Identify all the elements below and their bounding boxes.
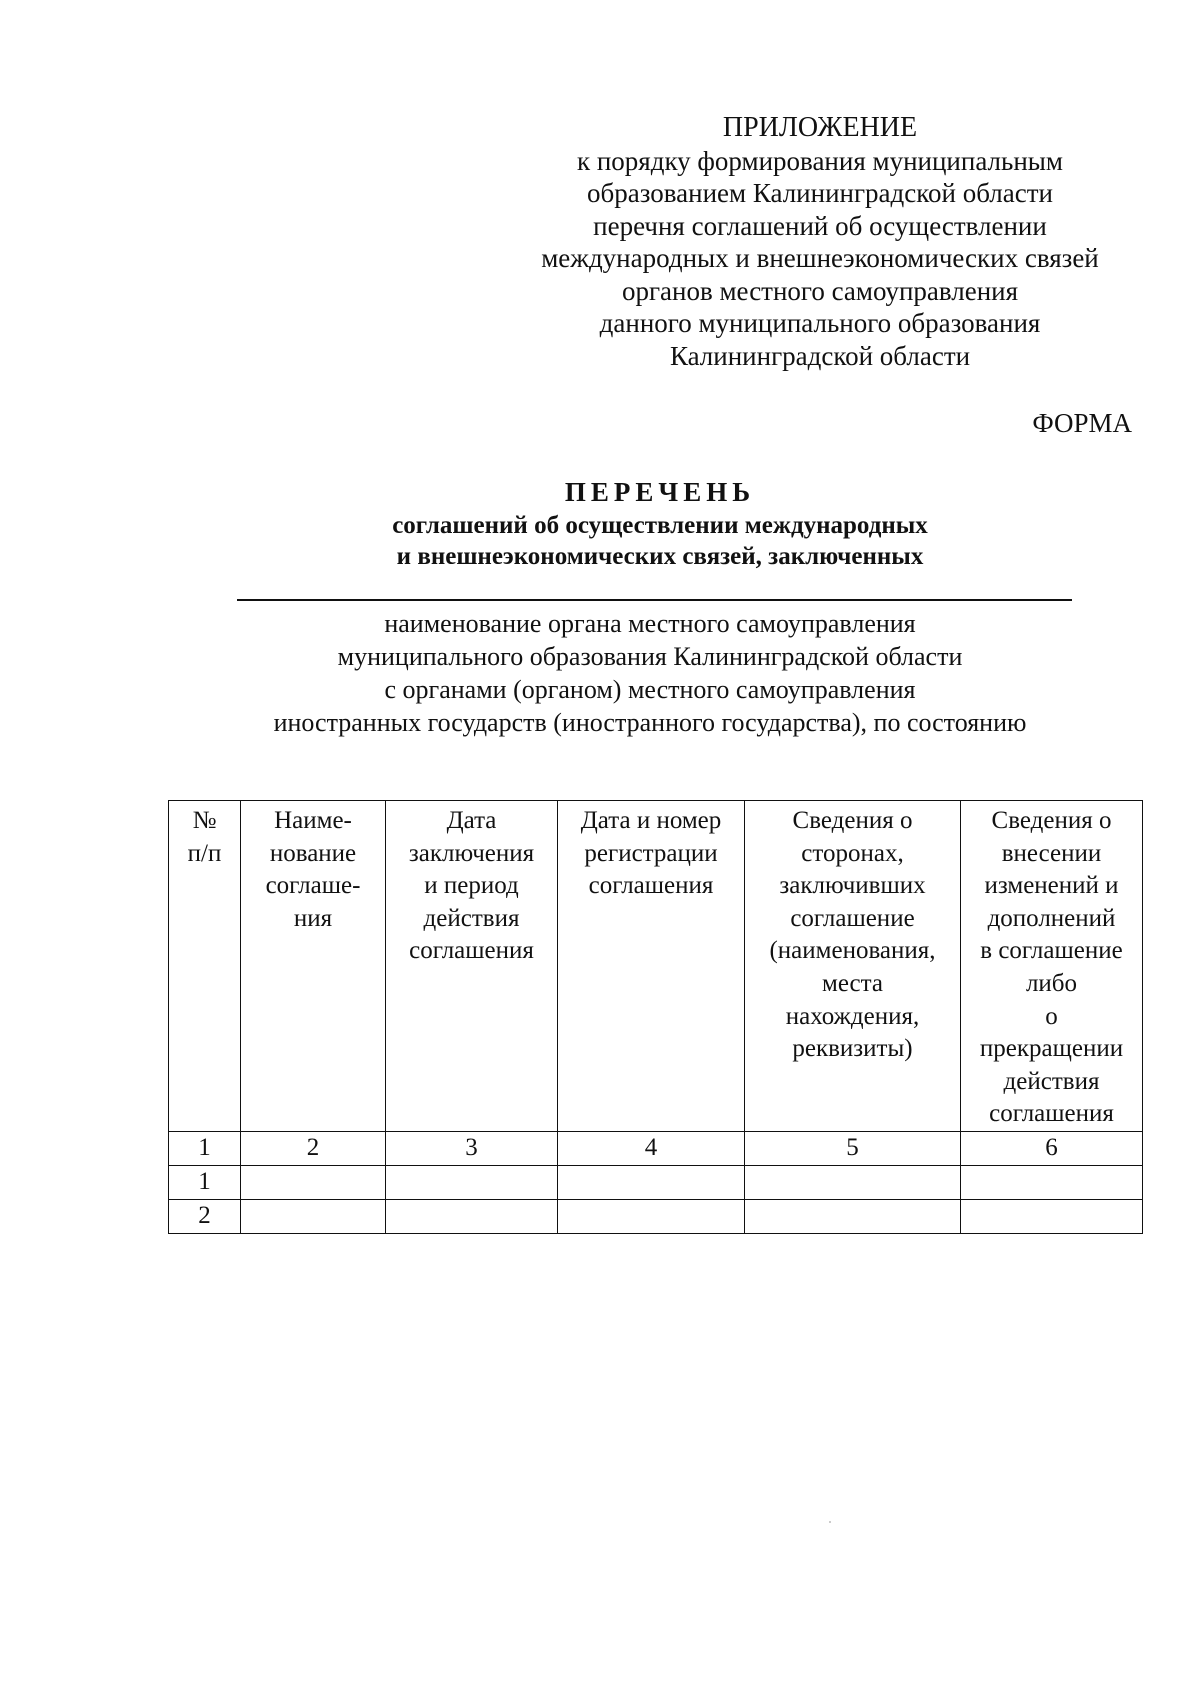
table-cell bbox=[558, 1165, 745, 1199]
appendix-line: образованием Калининградской области bbox=[587, 178, 1053, 208]
subcaption bbox=[210, 607, 1090, 739]
column-header-line: сторонах, bbox=[801, 839, 904, 867]
column-header-line: заключения bbox=[408, 839, 535, 867]
column-header bbox=[386, 801, 558, 1132]
appendix-line: Калининградской области bbox=[669, 340, 971, 371]
table-cell bbox=[241, 1165, 386, 1199]
column-header-line: изменений и bbox=[984, 872, 1119, 900]
column-header-line: нование bbox=[269, 839, 357, 867]
column-header bbox=[745, 801, 961, 1132]
subcaption-line: с органами (органом) местного самоуправления bbox=[384, 675, 916, 704]
column-header-line: соглашения bbox=[989, 1100, 1114, 1128]
appendix-line: международных и внешнеэкономических связей bbox=[541, 243, 1099, 273]
scan-speck bbox=[829, 1521, 831, 1523]
table-cell bbox=[386, 1199, 558, 1233]
column-header-line: Дата bbox=[446, 807, 497, 834]
column-header-line: № bbox=[192, 807, 217, 834]
appendix-line: органов местного самоуправления bbox=[621, 275, 1019, 306]
table-cell bbox=[558, 1199, 745, 1233]
table-cell bbox=[961, 1165, 1143, 1199]
column-number: 4 bbox=[558, 1131, 745, 1165]
subcaption-line: муниципального образования Калининградской области bbox=[337, 642, 963, 671]
column-header-line: Сведения о bbox=[792, 807, 913, 834]
column-header-line: действия bbox=[423, 904, 520, 932]
column-header-line: реквизиты) bbox=[792, 1035, 913, 1063]
row-number-cell: 1 bbox=[169, 1165, 241, 1199]
table-row bbox=[169, 1199, 1143, 1233]
column-header-line: действия bbox=[1003, 1067, 1100, 1095]
table-cell bbox=[745, 1199, 961, 1233]
column-header-line: соглашение bbox=[790, 904, 915, 932]
column-header-line: соглашения bbox=[588, 872, 714, 900]
column-header bbox=[241, 801, 386, 1132]
appendix-line: к порядку формирования муниципальным bbox=[576, 145, 1064, 176]
heading-line: соглашений об осуществлении международных bbox=[392, 512, 928, 539]
appendix-title: ПРИЛОЖЕНИЕ bbox=[722, 112, 918, 143]
column-header-line: п/п bbox=[187, 839, 222, 867]
column-header-line: ния bbox=[293, 904, 333, 932]
appendix-block bbox=[520, 112, 1120, 372]
table-row bbox=[169, 1165, 1143, 1199]
appendix-line: перечня соглашений об осуществлении bbox=[593, 210, 1047, 241]
subcaption-line: наименование органа местного самоуправления bbox=[384, 609, 916, 638]
table-cell bbox=[241, 1199, 386, 1233]
column-header-line: либо bbox=[1025, 969, 1078, 997]
appendix-line: данного муниципального образования bbox=[599, 308, 1041, 338]
column-header-line: (наименования, bbox=[769, 937, 936, 965]
column-header-line: заключивших bbox=[779, 872, 926, 900]
column-number: 6 bbox=[961, 1131, 1143, 1165]
column-header bbox=[169, 801, 241, 1132]
column-header-line: дополнений bbox=[987, 904, 1116, 932]
column-header-line: Сведения о bbox=[991, 807, 1112, 834]
column-number: 5 bbox=[745, 1131, 961, 1165]
column-header bbox=[558, 801, 745, 1132]
row-number-cell: 2 bbox=[169, 1199, 241, 1233]
agreements-table bbox=[168, 800, 1143, 1234]
column-number-row bbox=[169, 1131, 1143, 1165]
column-header-line: Дата и номер bbox=[580, 807, 722, 834]
form-label: ФОРМА bbox=[1032, 408, 1132, 438]
column-number: 1 bbox=[169, 1131, 241, 1165]
column-number: 3 bbox=[386, 1131, 558, 1165]
column-header-line: о bbox=[1045, 1002, 1058, 1030]
table-cell bbox=[961, 1199, 1143, 1233]
column-header-line: места bbox=[822, 969, 883, 997]
table-header-row bbox=[169, 801, 1143, 1132]
heading-title: ПЕРЕЧЕНЬ bbox=[564, 477, 756, 507]
column-header-line: и период bbox=[424, 872, 519, 900]
column-header bbox=[961, 801, 1143, 1132]
column-header-line: соглаше- bbox=[265, 872, 361, 900]
table-cell bbox=[745, 1165, 961, 1199]
column-header-line: в соглашение bbox=[980, 937, 1123, 965]
column-header-line: Наиме- bbox=[274, 807, 352, 834]
column-header-line: регистрации bbox=[584, 839, 718, 867]
column-header-line: соглашения bbox=[409, 937, 534, 965]
column-number: 2 bbox=[241, 1131, 386, 1165]
column-header-line: нахождения, bbox=[785, 1002, 920, 1030]
document-heading bbox=[0, 474, 1200, 572]
heading-line: и внешнеэкономических связей, заключенных bbox=[396, 543, 924, 570]
subcaption-line: иностранных государств (иностранного государства), по состоянию bbox=[273, 708, 1027, 737]
column-header-line: прекращении bbox=[979, 1035, 1124, 1063]
column-header-line: внесении bbox=[1001, 839, 1102, 867]
table-cell bbox=[386, 1165, 558, 1199]
fill-in-line bbox=[237, 599, 1072, 601]
